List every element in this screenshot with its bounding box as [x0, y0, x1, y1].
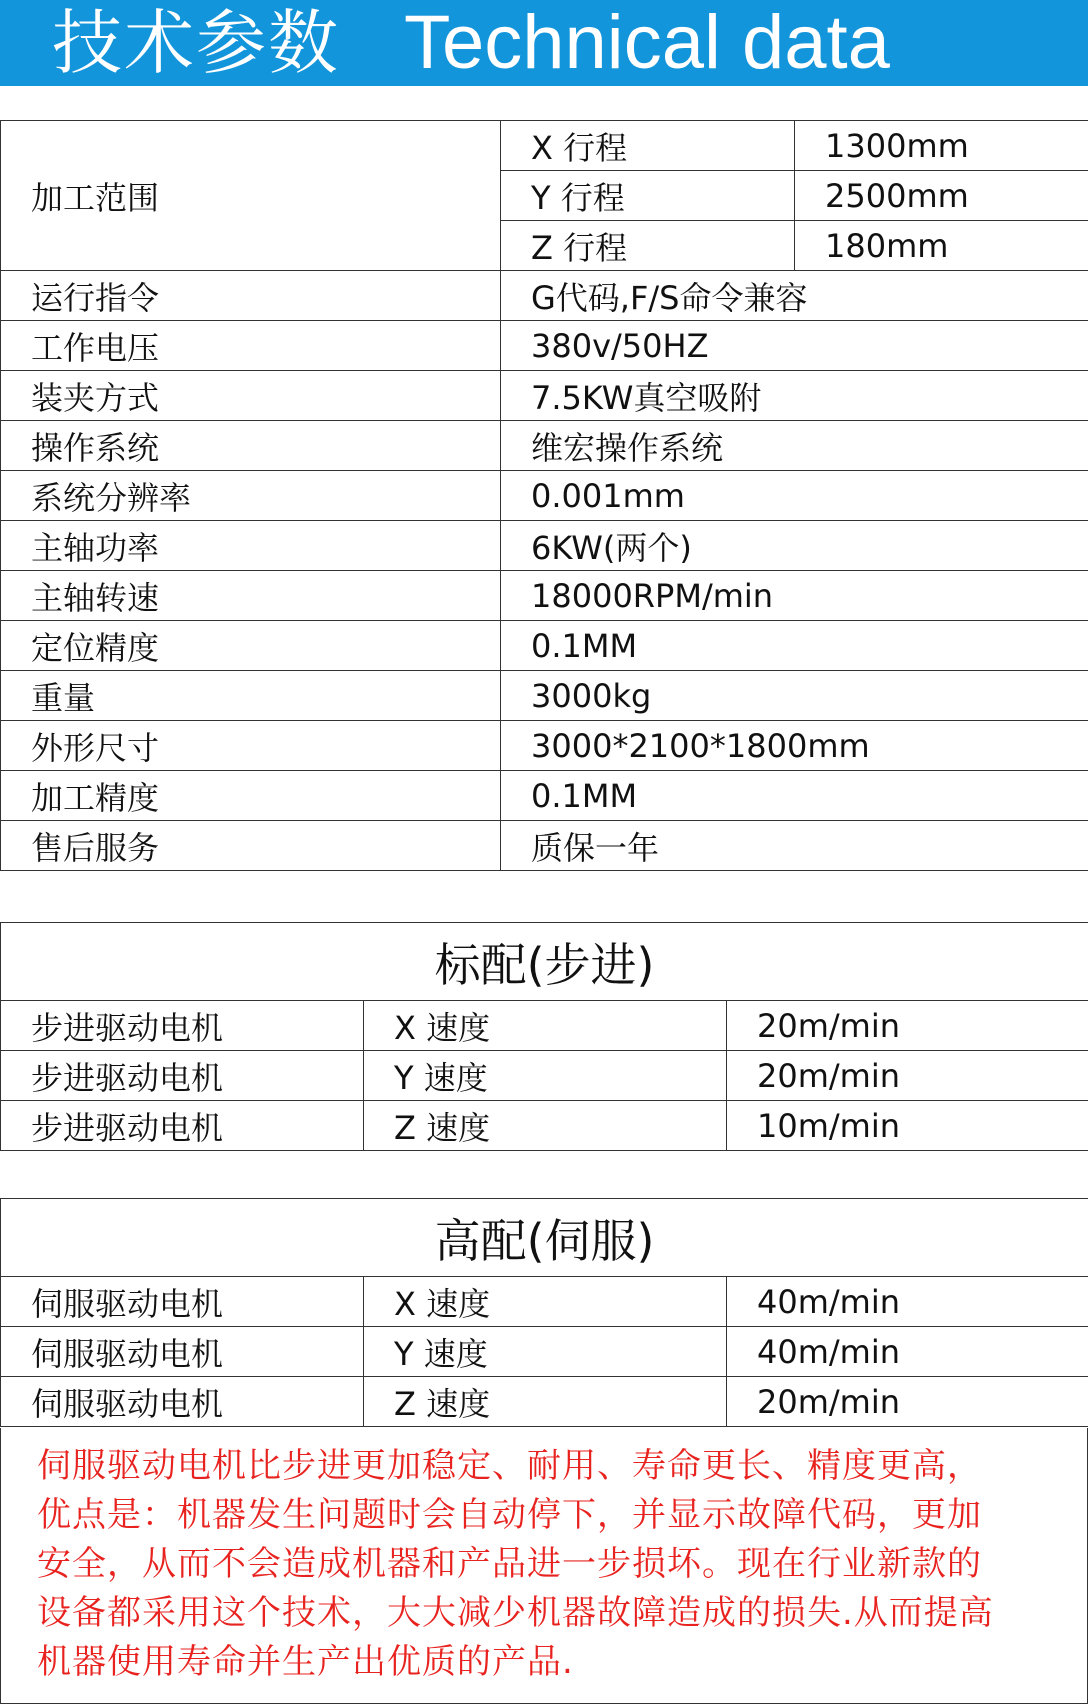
motor-type: 步进驱动电机 [1, 1101, 364, 1151]
spec-value: 0.1MM [501, 621, 1088, 671]
spec-value: 0.001mm [501, 471, 1088, 521]
spec-value: 0.1MM [501, 771, 1088, 821]
speed-value: 40m/min [727, 1277, 1088, 1327]
stepper-config-table [0, 922, 1088, 1151]
spec-label: 定位精度 [1, 621, 501, 671]
servo-caption: 高配(伺服) [1, 1199, 1088, 1277]
range-label: 加工范围 [1, 121, 501, 271]
stepper-caption: 标配(步进) [1, 923, 1088, 1001]
axis-speed-label: Y 速度 [364, 1051, 727, 1101]
table-row [1, 1001, 1088, 1051]
spec-value: 维宏操作系统 [501, 421, 1088, 471]
title-english: Technical data [404, 0, 890, 85]
table-row [1, 1051, 1088, 1101]
range-axis: Y 行程 [501, 171, 795, 221]
spec-value: 质保一年 [501, 821, 1088, 871]
speed-value: 20m/min [727, 1377, 1088, 1427]
note-line: 伺服驱动电机比步进更加稳定、耐用、寿命更长、精度更高， [37, 1446, 982, 1486]
motor-type: 步进驱动电机 [1, 1051, 364, 1101]
note-line: 优点是：机器发生问题时会自动停下，并显示故障代码，更加 [37, 1495, 982, 1535]
speed-value: 40m/min [727, 1327, 1088, 1377]
table-row [1, 121, 1088, 171]
table-row [1, 671, 1088, 721]
axis-speed-label: X 速度 [364, 1277, 727, 1327]
table-row [1, 721, 1088, 771]
table-row [1, 421, 1088, 471]
title-banner [0, 0, 1088, 86]
spec-label: 主轴功率 [1, 521, 501, 571]
table-row [1, 271, 1088, 321]
table-row [1, 771, 1088, 821]
range-value: 180mm [795, 221, 1088, 271]
note-line: 设备都采用这个技术，大大减少机器故障造成的损失.从而提高 [37, 1593, 994, 1633]
spec-label: 主轴转速 [1, 571, 501, 621]
spec-label: 工作电压 [1, 321, 501, 371]
spec-value: 7.5KW真空吸附 [501, 371, 1088, 421]
spec-label: 运行指令 [1, 271, 501, 321]
range-axis: X 行程 [501, 121, 795, 171]
motor-type: 伺服驱动电机 [1, 1277, 364, 1327]
spec-value: G代码,F/S命令兼容 [501, 271, 1088, 321]
servo-advantage-note [0, 1428, 1088, 1704]
spec-label: 装夹方式 [1, 371, 501, 421]
axis-speed-label: Z 速度 [364, 1377, 727, 1427]
spec-label: 加工精度 [1, 771, 501, 821]
range-value: 2500mm [795, 171, 1088, 221]
table-row [1, 321, 1088, 371]
title-chinese: 技术参数 [52, 2, 340, 84]
table-row [1, 571, 1088, 621]
table-row [1, 821, 1088, 871]
spec-label: 外形尺寸 [1, 721, 501, 771]
range-value: 1300mm [795, 121, 1088, 171]
table-row [1, 1377, 1088, 1427]
axis-speed-label: Y 速度 [364, 1327, 727, 1377]
spec-value: 3000*2100*1800mm [501, 721, 1088, 771]
table-row [1, 1277, 1088, 1327]
spec-label: 操作系统 [1, 421, 501, 471]
table-caption-row [1, 1199, 1088, 1277]
note-line: 机器使用寿命并生产出优质的产品. [37, 1642, 574, 1682]
spec-value: 380v/50HZ [501, 321, 1088, 371]
motor-type: 伺服驱动电机 [1, 1377, 364, 1427]
table-caption-row [1, 923, 1088, 1001]
note-line: 安全，从而不会造成机器和产品进一步损坏。现在行业新款的 [37, 1544, 982, 1584]
spec-table [0, 120, 1088, 871]
motor-type: 伺服驱动电机 [1, 1327, 364, 1377]
axis-speed-label: Z 速度 [364, 1101, 727, 1151]
axis-speed-label: X 速度 [364, 1001, 727, 1051]
range-axis: Z 行程 [501, 221, 795, 271]
spec-value: 18000RPM/min [501, 571, 1088, 621]
table-row [1, 1101, 1088, 1151]
spec-value: 6KW(两个) [501, 521, 1088, 571]
spec-label: 售后服务 [1, 821, 501, 871]
spec-label: 系统分辨率 [1, 471, 501, 521]
table-row [1, 471, 1088, 521]
spec-value: 3000kg [501, 671, 1088, 721]
spec-label: 重量 [1, 671, 501, 721]
motor-type: 步进驱动电机 [1, 1001, 364, 1051]
table-row [1, 1327, 1088, 1377]
speed-value: 20m/min [727, 1001, 1088, 1051]
servo-config-table [0, 1198, 1088, 1427]
table-row [1, 521, 1088, 571]
speed-value: 10m/min [727, 1101, 1088, 1151]
table-row [1, 371, 1088, 421]
table-row [1, 621, 1088, 671]
speed-value: 20m/min [727, 1051, 1088, 1101]
